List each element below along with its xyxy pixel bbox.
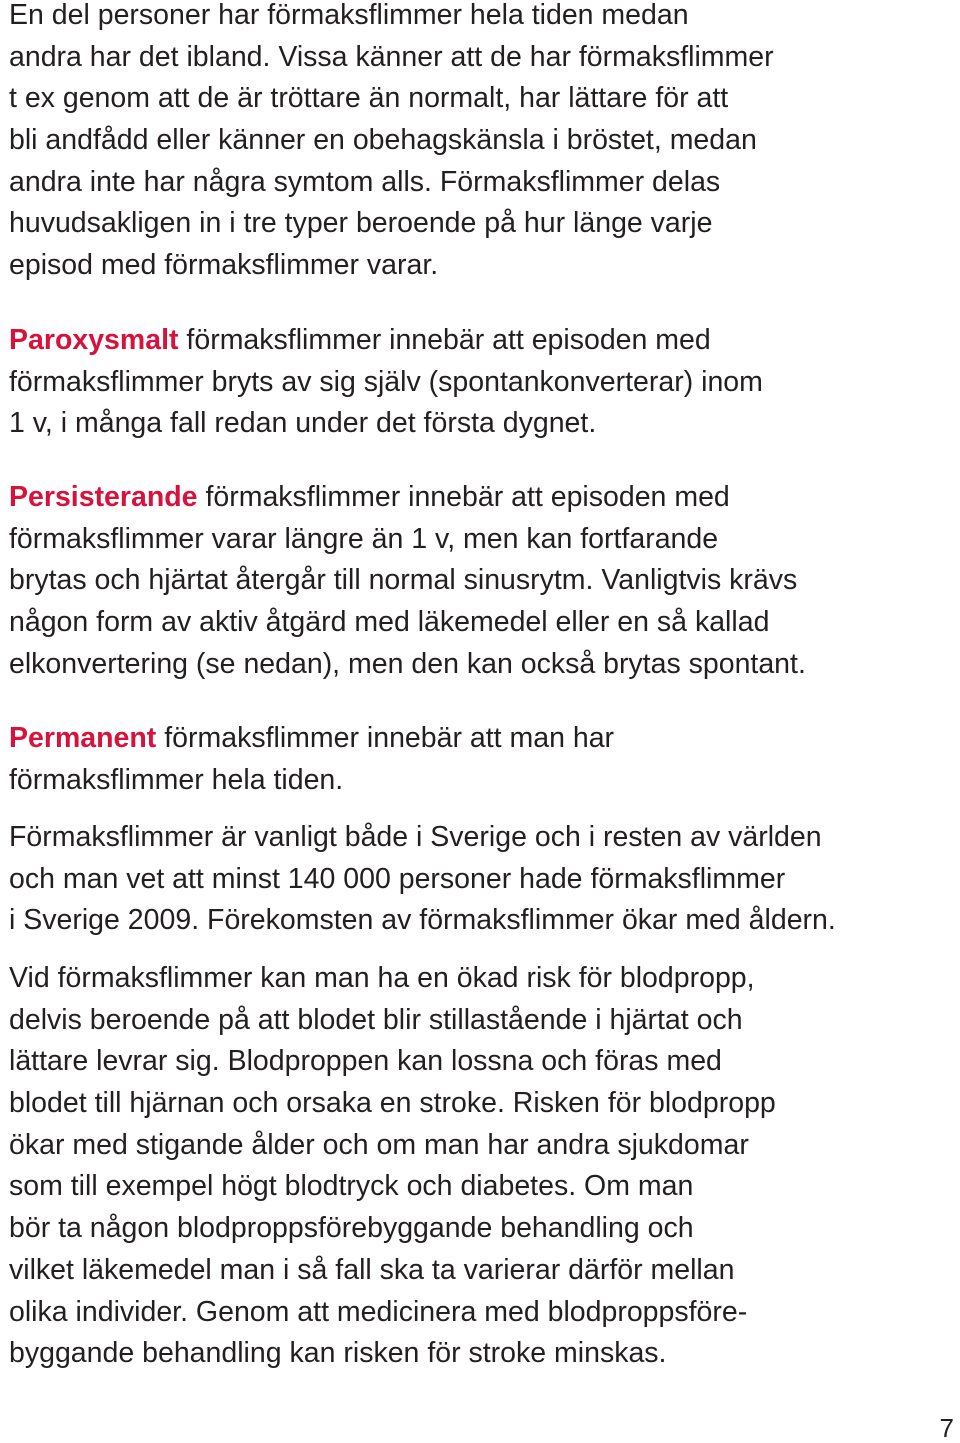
- text-line: Vid förmaksflimmer kan man ha en ökad risk för blodpropp,: [9, 962, 755, 994]
- paragraph-paroxysmalt: [9, 320, 763, 445]
- text-line: som till exempel högt blodtryck och diabetes. Om man: [9, 1170, 694, 1203]
- paragraph-permanent: [9, 718, 614, 801]
- text-line: andra har det ibland. Vissa känner att de har förmaksflimmer: [9, 40, 774, 73]
- text-line: huvudsakligen in i tre typer beroende på hur länge varje: [9, 207, 713, 240]
- text-segment: förmaksflimmer innebär att man har: [156, 722, 615, 754]
- text-line: t ex genom att de är tröttare än normalt, har lättare för att: [9, 82, 729, 115]
- text-line: andra inte har några symtom alls. Förmaksflimmer delas: [9, 165, 721, 198]
- text-line: förmaksflimmer hela tiden.: [9, 763, 344, 796]
- paragraph-intro: [9, 0, 774, 287]
- text-line: brytas och hjärtat återgår till normal sinusrytm. Vanligtvis krävs: [9, 564, 798, 597]
- term-paroxysmalt: Paroxysmalt: [9, 324, 179, 356]
- text-line: bör ta någon blodproppsförebyggande behandling och: [9, 1212, 694, 1245]
- text-line: vilket läkemedel man i så fall ska ta varierar därför mellan: [9, 1253, 735, 1286]
- text-line: bli andfådd eller känner en obehagskänsla i bröstet, medan: [9, 124, 757, 157]
- paragraph-prevalence: [9, 817, 836, 942]
- term-persisterande: Persisterande: [9, 481, 198, 513]
- text-line: En del personer har förmaksflimmer hela tiden medan: [9, 0, 689, 31]
- text-line: ökar med stigande ålder och om man har andra sjukdomar: [9, 1128, 749, 1161]
- text-line: [9, 320, 763, 362]
- text-line: [9, 718, 614, 760]
- text-line: förmaksflimmer bryts av sig själv (spontankonverterar) inom: [9, 365, 763, 398]
- text-line: och man vet att minst 140 000 personer hade förmaksflimmer: [9, 862, 786, 895]
- text-line: 1 v, i många fall redan under det första dygnet.: [9, 407, 597, 440]
- text-line: elkonvertering (se nedan), men den kan också brytas spontant.: [9, 647, 806, 680]
- paragraph-persisterande: [9, 477, 806, 685]
- paragraph-risk: [9, 958, 776, 1375]
- text-line: olika individer. Genom att medicinera med blodproppsföre-: [9, 1295, 748, 1328]
- text-line: byggande behandling kan risken för stroke minskas.: [9, 1337, 667, 1370]
- text-line: förmaksflimmer varar längre än 1 v, men kan fortfarande: [9, 522, 719, 555]
- text-line: delvis beroende på att blodet blir stillastående i hjärtat och: [9, 1003, 743, 1036]
- text-line: lättare levrar sig. Blodproppen kan lossna och föras med: [9, 1045, 722, 1078]
- text-line: [9, 477, 806, 519]
- text-line: någon form av aktiv åtgärd med läkemedel eller en så kallad: [9, 606, 770, 639]
- page-number: 7: [939, 1413, 954, 1443]
- text-segment: förmaksflimmer innebär att episoden med: [178, 324, 711, 356]
- text-line: blodet till hjärnan och orsaka en stroke. Risken för blodpropp: [9, 1087, 776, 1120]
- text-line: episod med förmaksflimmer varar.: [9, 249, 439, 282]
- term-permanent: Permanent: [9, 722, 157, 754]
- text-line: i Sverige 2009. Förekomsten av förmaksflimmer ökar med åldern.: [9, 904, 836, 937]
- text-line: Förmaksflimmer är vanligt både i Sverige och i resten av världen: [9, 821, 822, 853]
- text-segment: förmaksflimmer innebär att episoden med: [197, 481, 730, 513]
